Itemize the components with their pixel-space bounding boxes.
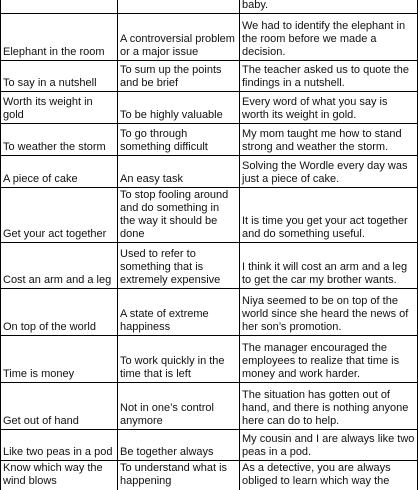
idiom-cell: Get your act together xyxy=(1,188,118,243)
meaning-cell: To work quickly in the time that is left xyxy=(118,336,240,383)
example-cell: I think it will cost an arm and a leg to get the car my brother wants. xyxy=(240,243,418,289)
example-cell: baby. xyxy=(240,0,418,14)
meaning-cell: A state of extreme happiness xyxy=(118,289,240,336)
meaning-cell: Used to refer to something that is extremely expensive xyxy=(118,243,240,289)
table-row xyxy=(1,61,418,92)
example-cell: Solving the Wordle every day was just a piece of cake. xyxy=(240,156,418,188)
meaning-cell xyxy=(118,0,240,14)
example-cell xyxy=(240,336,418,383)
table-row xyxy=(1,14,418,61)
meaning-cell: An easy task xyxy=(118,156,240,188)
idiom-cell: Time is money xyxy=(1,336,118,383)
example-cell: My mom taught me how to stand strong and weather the storm. xyxy=(240,124,418,156)
idiom-cell: To say in a nutshell xyxy=(1,61,118,92)
idiom-cell: On top of the world xyxy=(1,289,118,336)
table-row xyxy=(1,243,418,289)
idiom-cell: Elephant in the room xyxy=(1,14,118,61)
table-row xyxy=(1,430,418,461)
example-cell: The teacher asked us to quote the findings in a nutshell. xyxy=(240,61,418,92)
example-cell: As a detective, you are always obliged to learn which way the xyxy=(240,461,418,490)
idiom-cell: Cost an arm and a leg xyxy=(1,243,118,289)
table-row xyxy=(1,383,418,430)
table-row xyxy=(1,0,418,14)
example-cell: We had to identify the elephant in the room before we made a decision. xyxy=(240,14,418,61)
idiom-cell: Get out of hand xyxy=(1,383,118,430)
table-row xyxy=(1,461,418,490)
meaning-cell: Not in one’s control anymore xyxy=(118,383,240,430)
meaning-cell: Be together always xyxy=(118,430,240,461)
example-text: The manager encouraged the employees to realize that time is money and work harder. xyxy=(242,342,400,380)
idiom-cell: Know which way the wind blows xyxy=(1,461,118,490)
meaning-cell: To be highly valuable xyxy=(118,92,240,124)
example-cell: It is time you get your act together and do something useful. xyxy=(240,188,418,243)
meaning-cell: A controversial problem or a major issue xyxy=(118,14,240,61)
idiom-cell: A piece of cake xyxy=(1,156,118,188)
idiom-cell: To weather the storm xyxy=(1,124,118,156)
meaning-cell: To sum up the points and be brief xyxy=(118,61,240,92)
example-cell: My cousin and I are always like two peas in a pod. xyxy=(240,430,418,461)
meaning-cell: To go through something difficult xyxy=(118,124,240,156)
idiom-cell: Worth its weight in gold xyxy=(1,92,118,124)
table-row xyxy=(1,188,418,243)
example-cell: The situation has gotten out of hand, and there is nothing anyone here can do to help. xyxy=(240,383,418,430)
table-row xyxy=(1,156,418,188)
example-cell: Every word of what you say is worth its weight in gold. xyxy=(240,92,418,124)
example-cell: Niya seemed to be on top of the world since she heard the news of her son’s promotion. xyxy=(240,289,418,336)
table-row xyxy=(1,92,418,124)
idiom-cell: Like two peas in a pod xyxy=(1,430,118,461)
table-row xyxy=(1,289,418,336)
table-row xyxy=(1,124,418,156)
idiom-cell xyxy=(1,0,118,14)
meaning-cell: To understand what is happening xyxy=(118,461,240,490)
table-row xyxy=(1,336,418,383)
meaning-cell: To stop fooling around and do something in the way it should be done xyxy=(118,188,240,243)
